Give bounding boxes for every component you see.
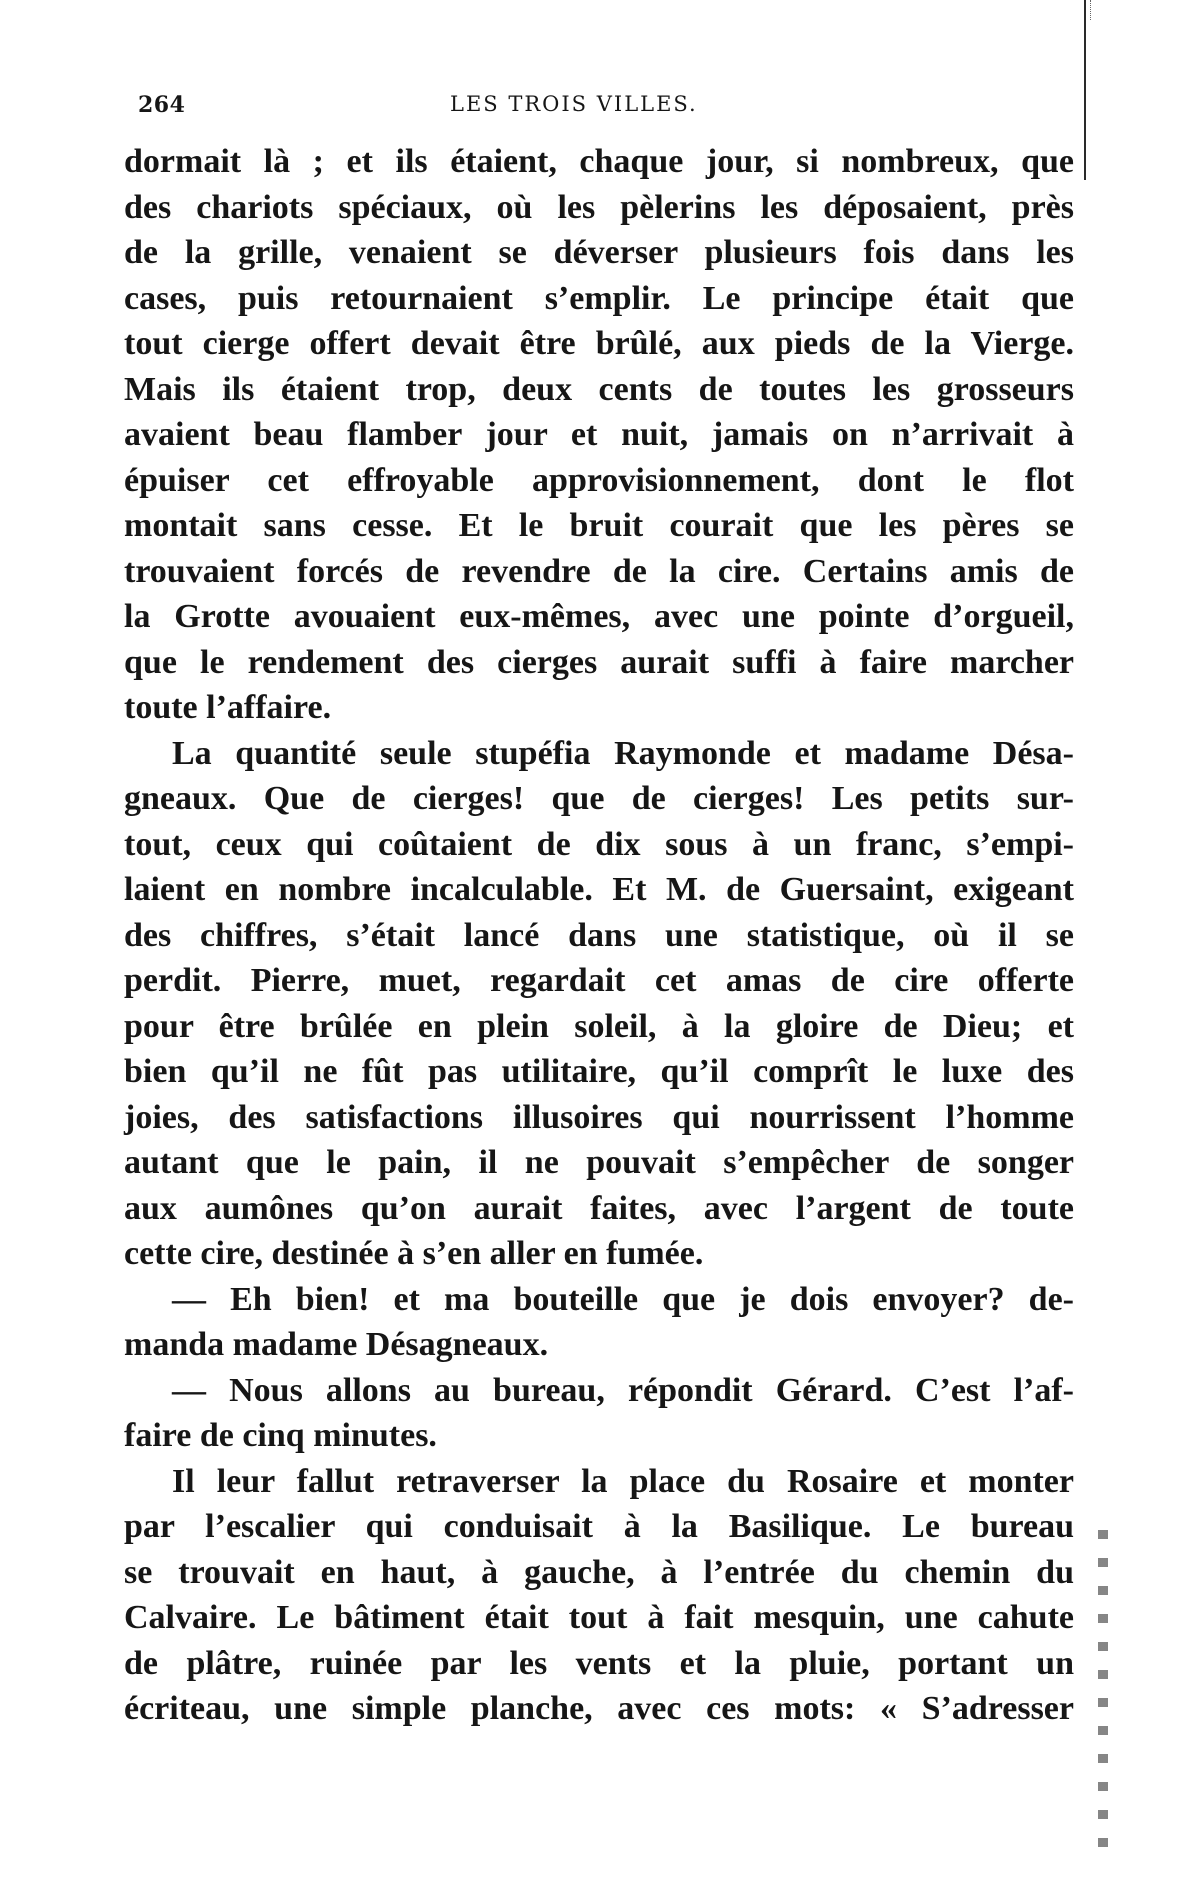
text-line: laient en nombre incalculable. Et M. de Guersaint, exigeant: [124, 871, 1074, 908]
text-line: se trouvait en haut, à gauche, à l’entrée du chemin du: [124, 1553, 1074, 1591]
text-line: — Eh bien! et ma bouteille que je dois envoyer? de-: [172, 1280, 1074, 1318]
text-line: avaient beau flamber jour et nuit, jamais on n’arrivait à: [124, 416, 1074, 453]
text-line: Calvaire. Le bâtiment était tout à fait mesquin, une cahute: [124, 1599, 1074, 1636]
text-line: de la grille, venaient se déverser plusieurs fois dans les: [124, 234, 1074, 271]
running-header: [132, 92, 1072, 126]
text-line: autant que le pain, il ne pouvait s’empêcher de songer: [124, 1144, 1074, 1181]
text-line: de plâtre, ruinée par les vents et la pluie, portant un: [124, 1644, 1074, 1682]
text-line: des chiffres, s’était lancé dans une statistique, où il se: [124, 916, 1074, 954]
text-line: aux aumônes qu’on aurait faites, avec l’argent de toute: [124, 1189, 1074, 1227]
text-line: gneaux. Que de cierges! que de cierges! Les petits sur-: [124, 780, 1074, 817]
text-line: tout cierge offert devait être brûlé, aux pieds de la Vierge.: [124, 325, 1074, 362]
text-line: par l’escalier qui conduisait à la Basilique. Le bureau: [124, 1508, 1074, 1545]
text-line: écriteau, une simple planche, avec ces mots: « S’adresser: [124, 1690, 1074, 1727]
text-line: pour être brûlée en plein soleil, à la gloire de Dieu; et: [124, 1007, 1074, 1045]
page-edge-rule: [1084, 0, 1086, 180]
text-line: cette cire, destinée à s’en aller en fumée.: [124, 1235, 704, 1272]
margin-ticks: [1098, 1530, 1108, 1860]
text-line: épuiser cet effroyable approvisionnement, dont le flot: [124, 461, 1074, 499]
text-line: toute l’affaire.: [124, 689, 332, 726]
text-line: Mais ils étaient trop, deux cents de toutes les grosseurs: [124, 370, 1074, 408]
text-line: faire de cinq minutes.: [124, 1417, 437, 1454]
text-line: La quantité seule stupéfia Raymonde et madame Désa-: [172, 734, 1074, 772]
text-line: montait sans cesse. Et le bruit courait que les pères se: [124, 507, 1074, 544]
text-line: bien qu’il ne fût pas utilitaire, qu’il comprît le luxe des: [124, 1053, 1074, 1090]
text-line: dormait là ; et ils étaient, chaque jour, si nombreux, que: [124, 143, 1074, 180]
page-edge-speckle: [1090, 0, 1101, 20]
text-line: la Grotte avouaient eux-mêmes, avec une pointe d’orgueil,: [124, 598, 1074, 635]
text-line: que le rendement des cierges aurait suffi à faire marcher: [124, 643, 1074, 681]
text-line: perdit. Pierre, muet, regardait cet amas de cire offerte: [124, 962, 1074, 999]
text-line: des chariots spéciaux, où les pèlerins les déposaient, près: [124, 188, 1074, 226]
text-line: manda madame Désagneaux.: [124, 1326, 549, 1363]
text-line: trouvaient forcés de revendre de la cire. Certains amis de: [124, 552, 1074, 590]
text-line: — Nous allons au bureau, répondit Gérard. C’est l’af-: [172, 1371, 1074, 1409]
text-line: Il leur fallut retraverser la place du Rosaire et monter: [172, 1462, 1074, 1500]
text-line: joies, des satisfactions illusoires qui nourrissent l’homme: [124, 1098, 1074, 1136]
body-text: [124, 139, 1074, 1732]
page-number: 264: [138, 92, 186, 118]
text-line: cases, puis retournaient s’emplir. Le principe était que: [124, 279, 1074, 317]
running-title: LES TROIS VILLES.: [450, 92, 698, 116]
text-line: tout, ceux qui coûtaient de dix sous à un franc, s’empi-: [124, 825, 1074, 863]
